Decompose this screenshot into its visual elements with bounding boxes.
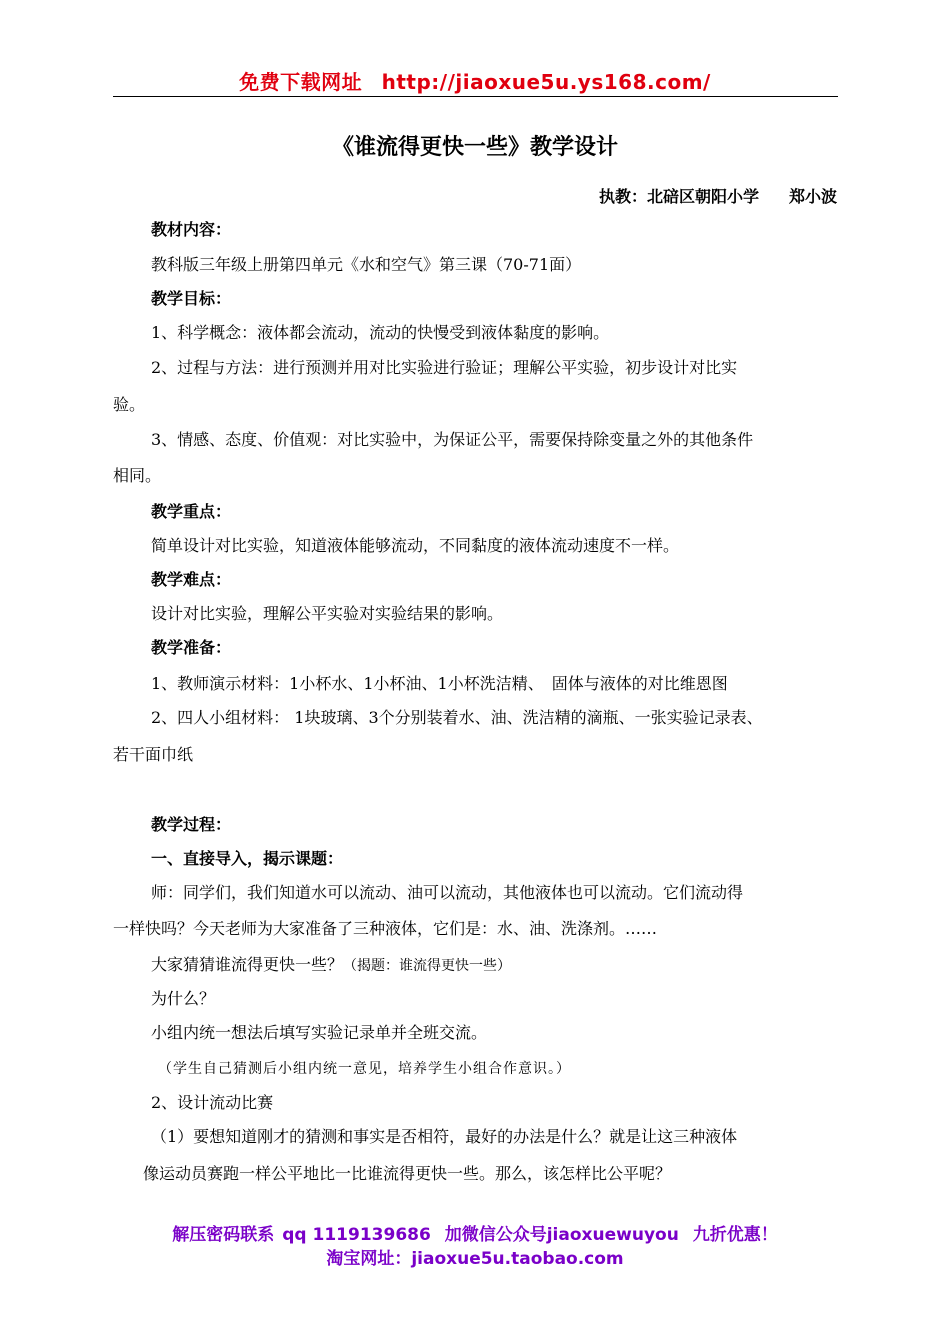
difficulty-heading: 教学难点： <box>151 570 232 589</box>
materials-text: 教科版三年级上册第四单元《水和空气》第三课（70-71面） <box>151 255 582 274</box>
step-2-heading: 2、设计流动比赛 <box>151 1093 274 1112</box>
paragraph-4: 小组内统一想法后填写实验记录单并全班交流。 <box>151 1023 488 1042</box>
process-heading: 教学过程： <box>151 815 232 834</box>
key-heading: 教学重点： <box>151 502 232 521</box>
paragraph-1-line-1: 师：同学们，我们知道水可以流动、油可以流动，其他液体也可以流动。它们流动得 <box>151 883 744 902</box>
goal-1: 1、科学概念：液体都会流动，流动的快慢受到液体黏度的影响。 <box>151 323 610 342</box>
goal-3-line-2: 相同。 <box>113 466 162 485</box>
materials-heading: 教材内容： <box>151 220 232 239</box>
footer-qq: qq 1119139686 <box>282 1225 431 1245</box>
header-url-link[interactable]: http://jiaoxue5u.ys168.com/ <box>381 70 711 94</box>
paragraph-2-text: 大家猜猜谁流得更快一些？ <box>151 955 344 974</box>
difficulty-text: 设计对比实验，理解公平实验对实验结果的影响。 <box>151 604 504 623</box>
footer-wechat: 加微信公众号jiaoxuewuyou <box>444 1225 679 1245</box>
prep-2-line-2: 若干面巾纸 <box>113 745 194 764</box>
author-line <box>599 184 837 207</box>
footer-contact-label: 解压密码联系 <box>172 1225 275 1245</box>
header <box>0 66 950 95</box>
paragraph-3: 为什么？ <box>151 989 216 1008</box>
prep-2-line-1: 2、四人小组材料： 1块玻璃、3个分别装着水、油、洗洁精的滴瓶、一张实验记录表、 <box>151 708 763 727</box>
prep-1: 1、教师演示材料：1小杯水、1小杯油、1小杯洗洁精、 固体与液体的对比维恩图 <box>151 674 728 693</box>
paragraph-6-line-2: 像运动员赛跑一样公平地比一比谁流得更快一些。那么，该怎样比公平呢？ <box>143 1164 672 1183</box>
paragraph-1-line-2: 一样快吗？今天老师为大家准备了三种液体，它们是：水、油、洗涤剂。…… <box>113 919 658 938</box>
paragraph-5: （学生自己猜测后小组内统一意见，培养学生小组合作意识。） <box>158 1061 571 1077</box>
paragraph-2-note: （揭题：谁流得更快一些） <box>343 958 512 974</box>
footer-taobao[interactable]: 淘宝网址：jiaoxue5u.taobao.com <box>326 1249 624 1269</box>
key-text: 简单设计对比实验，知道液体能够流动，不同黏度的液体流动速度不一样。 <box>151 536 680 555</box>
document-title: 《谁流得更快一些》教学设计 <box>331 135 618 160</box>
author-name: 郑小波 <box>788 187 837 206</box>
paragraph-6-line-1: （1）要想知道刚才的猜测和事实是否相符，最好的办法是什么？就是让这三种液体 <box>151 1127 738 1146</box>
step-1-heading: 一、直接导入，揭示课题： <box>151 849 344 868</box>
goals-heading: 教学目标： <box>151 289 232 308</box>
footer-contact <box>0 1220 950 1245</box>
goal-2-line-2: 验。 <box>113 395 146 414</box>
author-school: 执教：北碚区朝阳小学 <box>598 187 759 206</box>
prep-heading: 教学准备： <box>151 638 232 657</box>
goal-3-line-1: 3、情感、态度、价值观：对比实验中，为保证公平，需要保持除变量之外的其他条件 <box>151 430 754 449</box>
paragraph-2 <box>113 955 876 976</box>
goal-2-line-1: 2、过程与方法：进行预测并用对比实验进行验证；理解公平实验，初步设计对比实 <box>151 358 738 377</box>
footer-discount: 九折优惠！ <box>692 1225 778 1245</box>
header-label: 免费下载网址 <box>239 70 363 94</box>
